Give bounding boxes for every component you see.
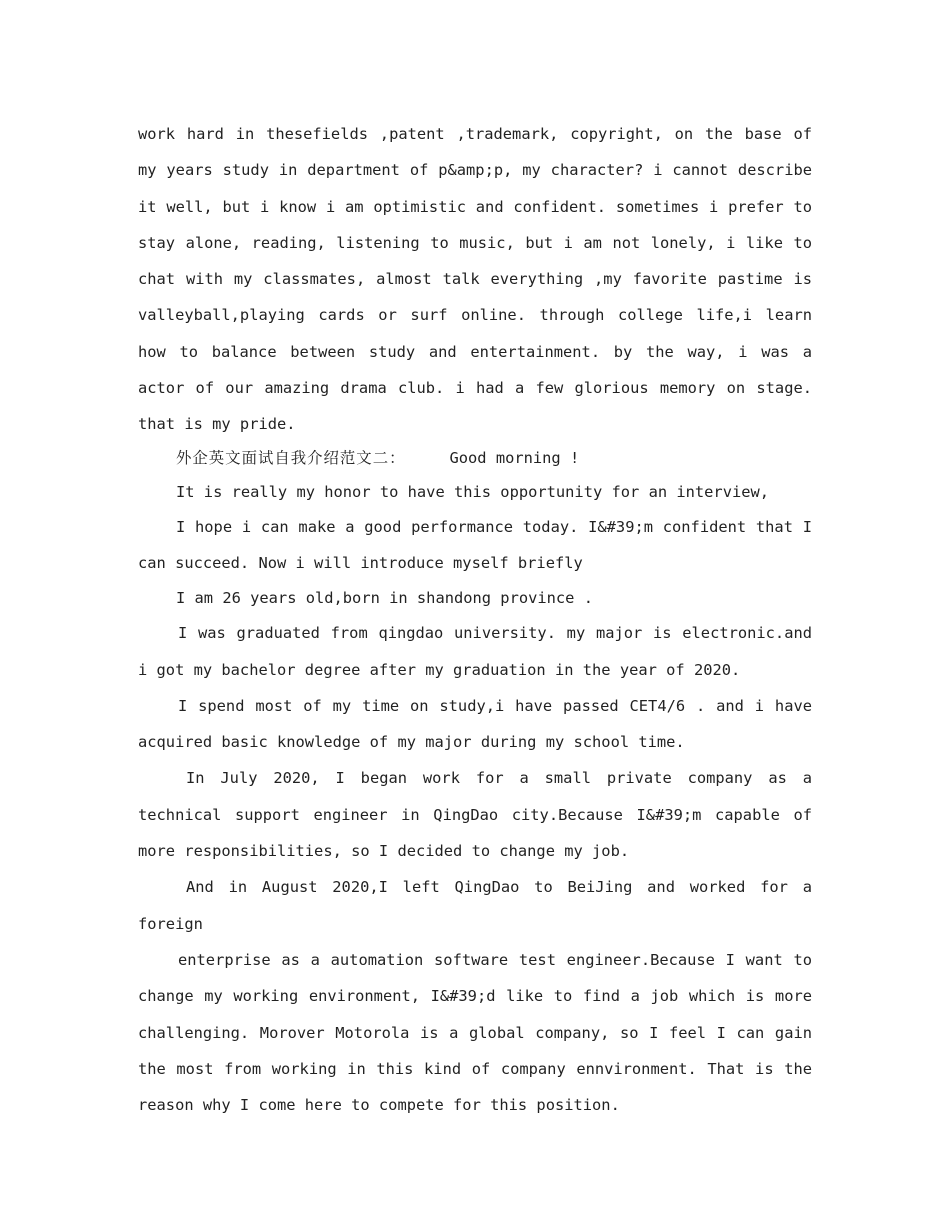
paragraph-study: I spend most of my time on study,i have passed CET4/6 . and i have acquired basic knowledge of my major during my school time. <box>138 696 812 752</box>
paragraph-hope: I hope i can make a good performance today. I&#39;m confident that I can succeed. Now i will introduce myself briefly <box>138 517 812 572</box>
paragraph-honor: It is really my honor to have this opportunity for an interview, <box>176 482 770 501</box>
greeting-text: Good morning ! <box>449 448 580 467</box>
paragraph-age: I am 26 years old,born in shandong province . <box>176 589 593 608</box>
paragraph-second-job: And in August 2020,I left QingDao to BeiJing and worked for a foreign <box>138 878 812 933</box>
paragraph-reason: enterprise as a automation software test engineer.Because I want to change my working environment, I&#39;d like to find a job which is more challenging. Morover Motorola is a global company, so I feel I can gain the most from working in this kind of company ennvironment. That is the reason why I come here to compete for this position. <box>138 950 812 1115</box>
section-heading <box>138 441 812 475</box>
heading-title: 外企英文面试自我介绍范文二： <box>176 448 406 467</box>
paragraph-first-job: In July 2020, I began work for a small private company as a technical support engineer in QingDao city.Because I&#39;m capable of more responsibilities, so I decided to change my job. <box>138 769 812 861</box>
paragraph-education: I was graduated from qingdao university. my major is electronic.and i got my bachelor degree after my graduation in the year of 2020. <box>138 624 812 679</box>
paragraph-character: work hard in thesefields ,patent ,trademark, copyright, on the base of my years study in department of p&amp;p, my character? i cannot describe it well, but i know i am optimistic and confident. sometimes i prefer to stay alone, reading, listening to music, but i am not lonely, i like to chat with my classmates, almost talk everything ,my favorite pastime is valleyball,playing cards or surf online. through college life,i learn how to balance between study and entertainment. by the way, i was a actor of our amazing drama club. i had a few glorious memory on stage. that is my pride. <box>138 125 812 434</box>
document-body <box>138 116 812 1123</box>
